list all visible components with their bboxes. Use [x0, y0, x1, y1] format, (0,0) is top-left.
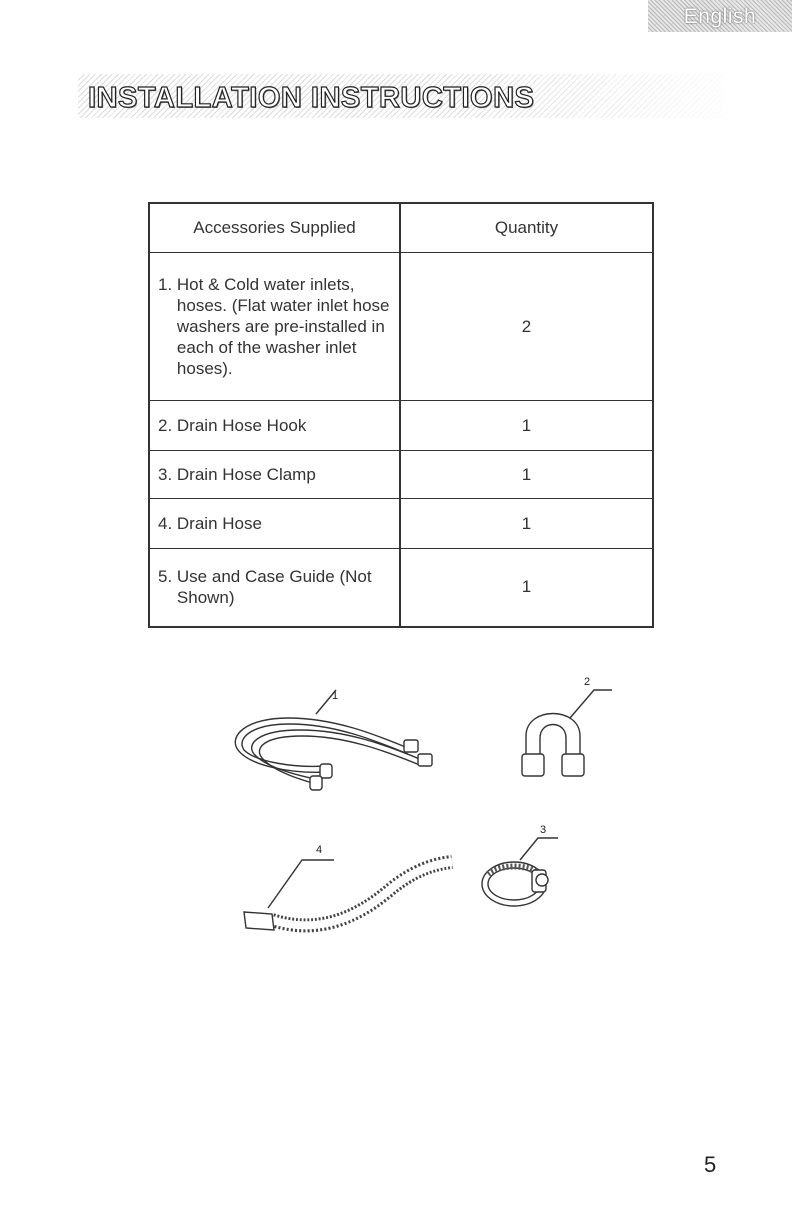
- item-text: Hot & Cold water inlets, hoses. (Flat water inlet hose washers are pre-installed in each of the washer inlet hoses).: [176, 275, 390, 378]
- quantity-cell: 2: [400, 253, 653, 401]
- figure-label-1: 1: [332, 690, 339, 702]
- figure-label-3: 3: [540, 824, 547, 836]
- item-cell: [149, 451, 400, 499]
- item-text: Use and Case Guide (Not Shown): [176, 567, 372, 608]
- inlet-hoses-illustration: [224, 684, 440, 804]
- item-text: Drain Hose Clamp: [176, 465, 316, 484]
- item-number: 4.: [158, 514, 177, 533]
- item-number: 2.: [158, 416, 177, 435]
- inlet-hoses-icon: [224, 684, 440, 804]
- quantity-cell: 1: [400, 451, 653, 499]
- item-cell: [149, 401, 400, 451]
- item-number: 1.: [158, 275, 177, 294]
- item-text: Drain Hose: [176, 514, 262, 533]
- language-tab: English: [648, 0, 792, 32]
- drain-hose-clamp-illustration: [470, 820, 570, 920]
- table-row: [149, 451, 653, 499]
- accessories-table: [148, 202, 654, 628]
- item-number: 3.: [158, 465, 177, 484]
- header-accessories: Accessories Supplied: [149, 203, 400, 253]
- drain-hose-illustration: [232, 844, 458, 940]
- quantity-cell: 1: [400, 549, 653, 627]
- table-row: [149, 253, 653, 401]
- item-cell: [149, 253, 400, 401]
- item-cell: [149, 499, 400, 549]
- figure-label-4: 4: [316, 844, 323, 856]
- page-title: INSTALLATION INSTRUCTIONS: [88, 82, 535, 114]
- item-text: Drain Hose Hook: [176, 416, 307, 435]
- item-cell: [149, 549, 400, 627]
- hose-clamp-icon: [470, 820, 570, 920]
- item-number: 5.: [158, 567, 177, 587]
- drain-hook-icon: [514, 676, 614, 786]
- table-row: [149, 401, 653, 451]
- page-number: 5: [704, 1152, 717, 1177]
- drain-hose-icon: [232, 844, 458, 940]
- table-row: [149, 549, 653, 627]
- table-header-row: [149, 203, 653, 253]
- table-row: [149, 499, 653, 549]
- drain-hose-hook-illustration: [514, 676, 614, 786]
- header-quantity: Quantity: [400, 203, 653, 253]
- figure-label-2: 2: [584, 676, 591, 688]
- quantity-cell: 1: [400, 401, 653, 451]
- quantity-cell: 1: [400, 499, 653, 549]
